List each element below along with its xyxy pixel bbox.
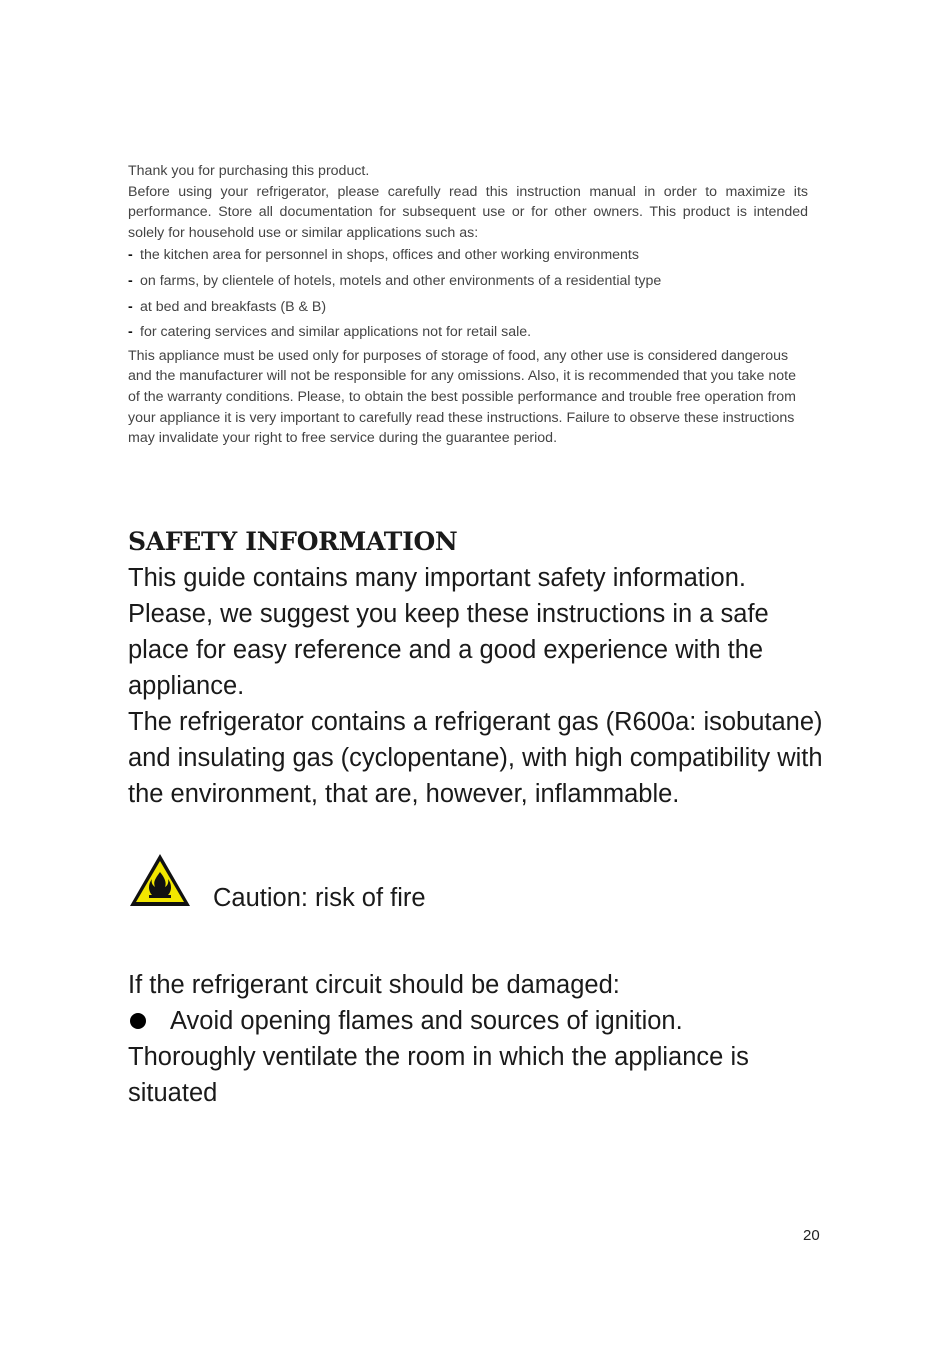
safety-paragraph-1: This guide contains many important safety information. Please, we suggest you keep these instructions in a safe place for easy reference and a good experience with the appliance. bbox=[128, 564, 769, 700]
dash-marker: - bbox=[128, 247, 133, 264]
intro-paragraph: Before using your refrigerator, please carefully read this instruction manual in order to maximize its performance. Store all documentation for subsequent use or for other owners. This product is intended solely for household use or similar applications such as: bbox=[128, 183, 808, 241]
usage-paragraph: This appliance must be used only for purposes of storage of food, any other use is considered dangerous and the manufacturer will not be responsible for any omissions. Also, it is recommended that you take note of the warranty conditions. Please, to obtain the best possible performance and trouble free operation from your appliance it is very important to carefully read these instructions. Failure to observe these instructions may invalidate your right to free service during the guarantee period. bbox=[128, 347, 796, 447]
list-item: - the kitchen area for personnel in shops, offices and other working environments bbox=[128, 243, 808, 269]
thanks-line: Thank you for purchasing this product. bbox=[128, 163, 370, 179]
caution-label: Caution: risk of fire bbox=[213, 884, 426, 912]
safety-heading: SAFETY INFORMATION bbox=[128, 527, 458, 556]
page-number: 20 bbox=[803, 1227, 820, 1244]
dash-marker: - bbox=[128, 298, 133, 315]
damage-section bbox=[128, 967, 828, 1111]
safety-paragraph-2: The refrigerator contains a refrigerant gas (R600a: isobutane) and insulating gas (cyclopentane), with high compatibility with the environment, that are, however, inflammable. bbox=[128, 708, 823, 808]
list-item: - at bed and breakfasts (B & B) bbox=[128, 295, 808, 321]
list-item: - on farms, by clientele of hotels, motels and other environments of a residential type bbox=[128, 269, 808, 295]
ventilate-line: Thoroughly ventilate the room in which the appliance is situated bbox=[128, 1043, 749, 1107]
intro-section bbox=[128, 161, 808, 449]
dash-marker: - bbox=[128, 324, 133, 341]
list-item bbox=[128, 1003, 828, 1039]
damage-heading: If the refrigerant circuit should be damaged: bbox=[128, 971, 620, 999]
bullet-dot-icon bbox=[130, 1013, 146, 1029]
fire-hazard-warning-icon bbox=[128, 852, 192, 908]
caution-row bbox=[128, 852, 728, 912]
safety-section bbox=[128, 524, 828, 812]
dash-marker: - bbox=[128, 272, 133, 289]
uses-list bbox=[128, 243, 808, 345]
list-item: - for catering services and similar applications not for retail sale. bbox=[128, 320, 808, 346]
bullet-text: Avoid opening flames and sources of ignition. bbox=[170, 1007, 683, 1035]
